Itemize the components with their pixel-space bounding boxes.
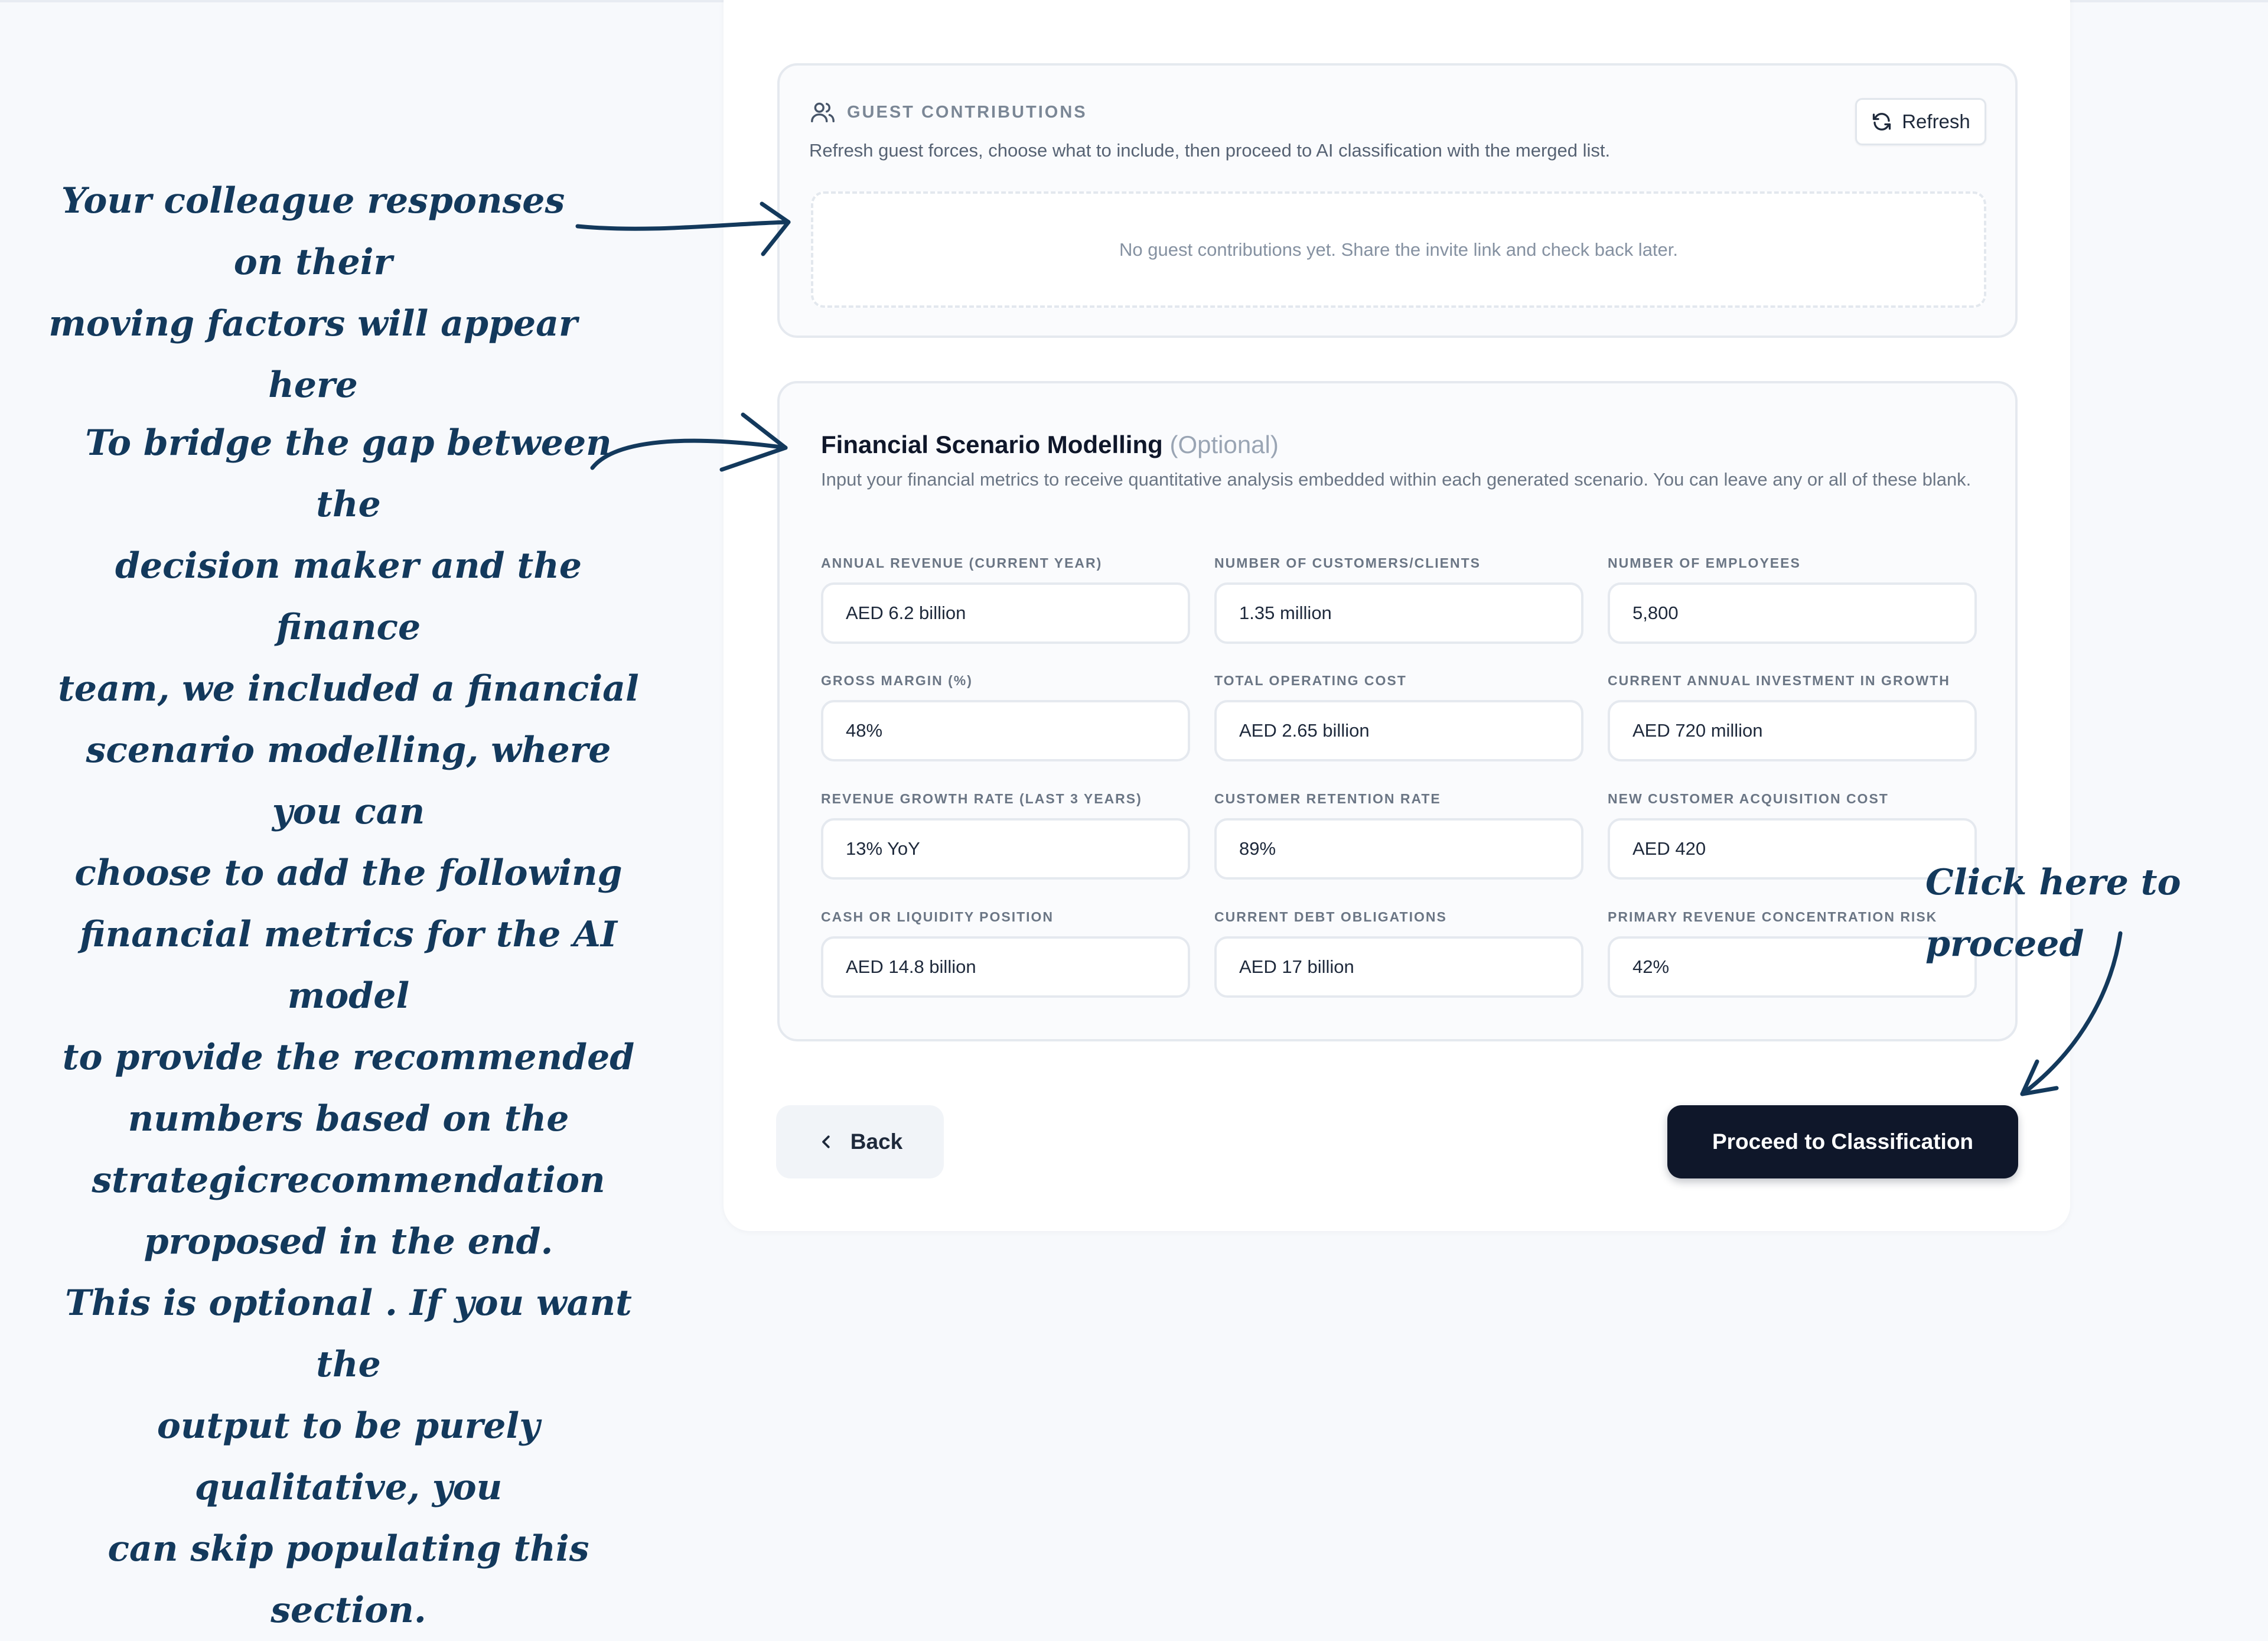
financial-scenario-title-text: Financial Scenario Modelling (821, 431, 1163, 458)
annotation-line: financial metrics for the AI model (80, 914, 617, 1017)
field-label: CURRENT ANNUAL INVESTMENT IN GROWTH (1608, 673, 1950, 688)
optional-label: (Optional) (1169, 431, 1279, 458)
arrow-to-financial-panel-icon (592, 415, 786, 470)
annotation-line: Your colleague responses on their (61, 180, 565, 283)
field-label: NEW CUSTOMER ACQUISITION COST (1608, 791, 1889, 806)
annotation-line: strategicrecommendation (92, 1160, 605, 1201)
field-label: NUMBER OF CUSTOMERS/CLIENTS (1214, 555, 1481, 571)
annotation-line: numbers based on the (128, 1098, 569, 1139)
annotation-line: team, we included a financial (58, 668, 639, 709)
proceed-button-label: Proceed to Classification (1712, 1129, 1974, 1154)
annotation-line: choose to add the following (74, 852, 623, 894)
annotation-line: Click here to proceed (1925, 862, 2181, 965)
field-label: PRIMARY REVENUE CONCENTRATION RISK (1608, 909, 1938, 924)
field-label: CASH OR LIQUIDITY POSITION (821, 909, 1054, 924)
field-label: REVENUE GROWTH RATE (LAST 3 YEARS) (821, 791, 1142, 806)
annotation-line: to provide the recommended (62, 1037, 635, 1078)
field-label: TOTAL OPERATING COST (1214, 673, 1407, 688)
field-label: CUSTOMER RETENTION RATE (1214, 791, 1441, 806)
annotation-line: output to be purely qualitative, you (157, 1405, 540, 1508)
arrow-to-guest-panel-icon (578, 204, 788, 254)
annotation-line: moving factors will appear here (48, 303, 578, 406)
annotation-line: decision maker and the finance (115, 545, 582, 648)
annotation-line: scenario modelling, where you can (86, 730, 611, 832)
field-label: CURRENT DEBT OBLIGATIONS (1214, 909, 1447, 924)
arrow-to-proceed-button-icon (2022, 933, 2120, 1094)
field-label: NUMBER OF EMPLOYEES (1608, 555, 1801, 571)
refresh-button-label: Refresh (1902, 110, 1970, 132)
annotation-line: can skip populating this section. (107, 1528, 589, 1631)
field-label: ANNUAL REVENUE (CURRENT YEAR) (821, 555, 1103, 571)
field-label: GROSS MARGIN (%) (821, 673, 973, 688)
annotation-line: proposed in the end. (144, 1221, 553, 1262)
financial-scenario-description: Input your financial metrics to receive quantitative analysis embedded within each generated scenario. You can leave any or all of these blank. (821, 469, 1972, 490)
guest-contributions-title: GUEST CONTRIBUTIONS (847, 102, 1087, 122)
annotation-line: To bridge the gap between the (85, 422, 612, 525)
back-button-label: Back (850, 1129, 903, 1154)
annotation-line: This is optional . If you want the (65, 1282, 632, 1385)
guest-empty-message: No guest contributions yet. Share the invite link and check back later. (1119, 239, 1679, 260)
guest-contributions-description: Refresh guest forces, choose what to include, then proceed to AI classification with the merged list. (809, 140, 1611, 161)
